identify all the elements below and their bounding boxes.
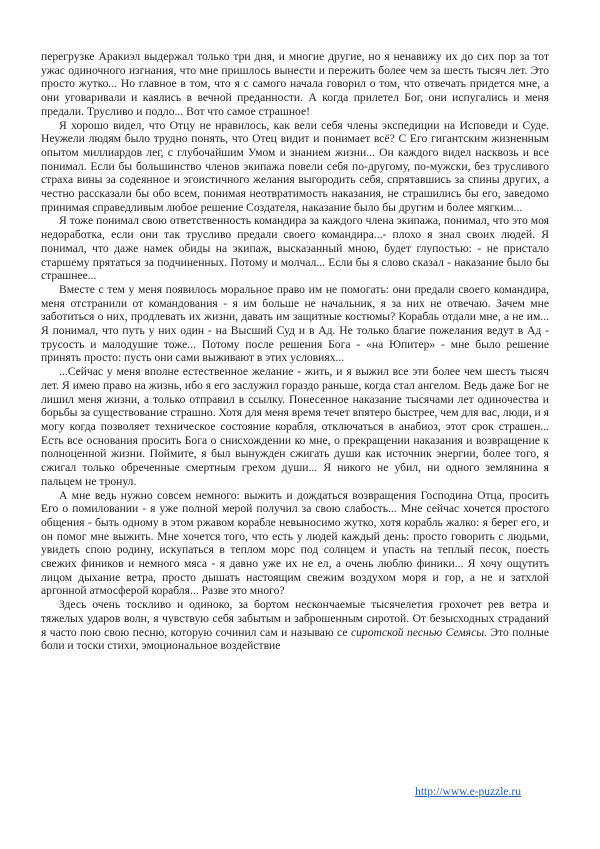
paragraph: Вместе с тем у меня появилось моральное право им не помогать: они предали своего командира, меня отстранили от командования - я им больше не начальник, я за них не отвечаю. Зачем мне заботиться о них, продлевать их жизни, давать им защитные костюмы? Корабль отдали мне, а не им... Я понимал, что путь у них один - на Высший Суд и в Ад. Не только благие пожелания ведут в Ад - трусость и малодушие тоже... Потому после решения Бога - «на Юпитер» - мне было решение принять просто: пусть они сами выживают в этих условиях... — [41, 282, 549, 365]
paragraph: ...Сейчас у меня вполне естественное желание - жить, и я выжил все эти более чем шесть тысяч лет. Я имею право на жизнь, ибо я его заслужил гораздо раньше, когда стал ангелом. Ведь даже Бог не лишил меня жизни, а только отправил в ссылку. Понесенное наказание тысячами лет одиночества и борьбы за существование страшно. Хотя для меня время течет впятеро быстрее, чем для вас, люди, и я могу когда позволяет техническое состояние корабля, отключаться в анабиоз, этот срок страшен... Есть все основания просить Бога о снисхождении ко мне, о прекращении наказания и возвращение к полноценной жизни. Поймите, я был вынужден сжигать души как источник энергии, более того, я сжигал только обреченные смертным грехом души... Я никого не убил, ни одного землянина я пальцем не тронул. — [41, 365, 549, 488]
paragraph — [41, 598, 549, 653]
paragraph-text: Здесь очень тоскливо и одиноко, за бортом нескончаемые тысячелетия грохочет рев ветра и тяжелых ударов волн, я чувствую себя забытым и заброшенным сиротой. От безысходных страданий я часто пою свою песню, которую сочинил сам и называю се — [41, 598, 549, 639]
paragraph: перегрузке Аракиэл выдержал только три дня, и многие другие, но я ненавижу их до сих пор за тот ужас одиночного изгнания, что мне пришлось вынести и пережить более чем за шесть тысяч лет. Это просто жутко... Но главное в том, что я с самого начала говорил о том, что отвечать придется мне, а они уговаривали и каялись в вечной преданности. А когда прилетел Бог, они испугались и меня предали. Трусливо и подло... Вот что самое страшное! — [41, 50, 549, 118]
page-text-block — [41, 50, 549, 653]
orphan-song-title: сиротской песнью Семясы. — [350, 625, 487, 639]
paragraph-text: Это полные боли и тоски стихи, эмоциональное воздействие — [41, 625, 550, 653]
e-puzzle-link[interactable]: http://www.e-puzzle.ru — [415, 786, 521, 798]
paragraph: А мне ведь нужно совсем немного: выжить и дождаться возвращения Господина Отца, просить Его о помиловании - я уже полной мерой получил за свою слабость... Мне сейчас хочется простого общения - быть одному в этом ржавом корабле невыносимо жутко, хотя корабль жалко: я берег его, и он помог мне выжить. Мне хочется того, что есть у людей каждый день: просто говорить с людьми, увидеть спою родину, искупаться в теплом морс под солнцем и упасть на теплый песок, поесть свежих фиников и немного мяса - я давно уже их не ел, а очень люблю финики... Я хочу ощутить лицом дыхание ветра, просто дышать настоящим свежим воздухом моря и гор, а не и затхлой аргонной атмосферой корабля... Разве это много? — [41, 488, 549, 598]
footer — [41, 785, 521, 799]
paragraph: Я тоже понимал свою ответственность командира за каждого члена экипажа, понимал, что это моя недоработка, если они так трусливо предали своего командира...- плохо я знал своих людей. Я понимал, что даже намек обиды на экипаж, высказанный мною, будет глупостью: - не пристало старшему прятаться за подчиненных. Потому и молчал... Если бы я слово сказал - наказание было бы страшнее... — [41, 214, 549, 283]
paragraph: Я хорошо видел, что Отцу не нравилось, как вели себя члены экспедиции на Исповеди и Суде. Неужели людям было трудно понять, что Отец видит и понимает всё? С Его гигантским жизненным опытом миллиардов лег, с глубочайшим Умом и знанием жизни... Он каждого видел насквозь и все понимал. Если бы большинство членов экипажа повели себя по-другому, по-мужски, без трусливого страха вины за содеянное и эгоистичного желания выгородить себя, спрятавшись за спины других, а честно рассказали бы обо всем, понимая неотвратимость наказания, не страшились бы его, заведомо принимая справедливым любое решение Создателя, наказание было бы другим и более мягким... — [41, 118, 549, 214]
